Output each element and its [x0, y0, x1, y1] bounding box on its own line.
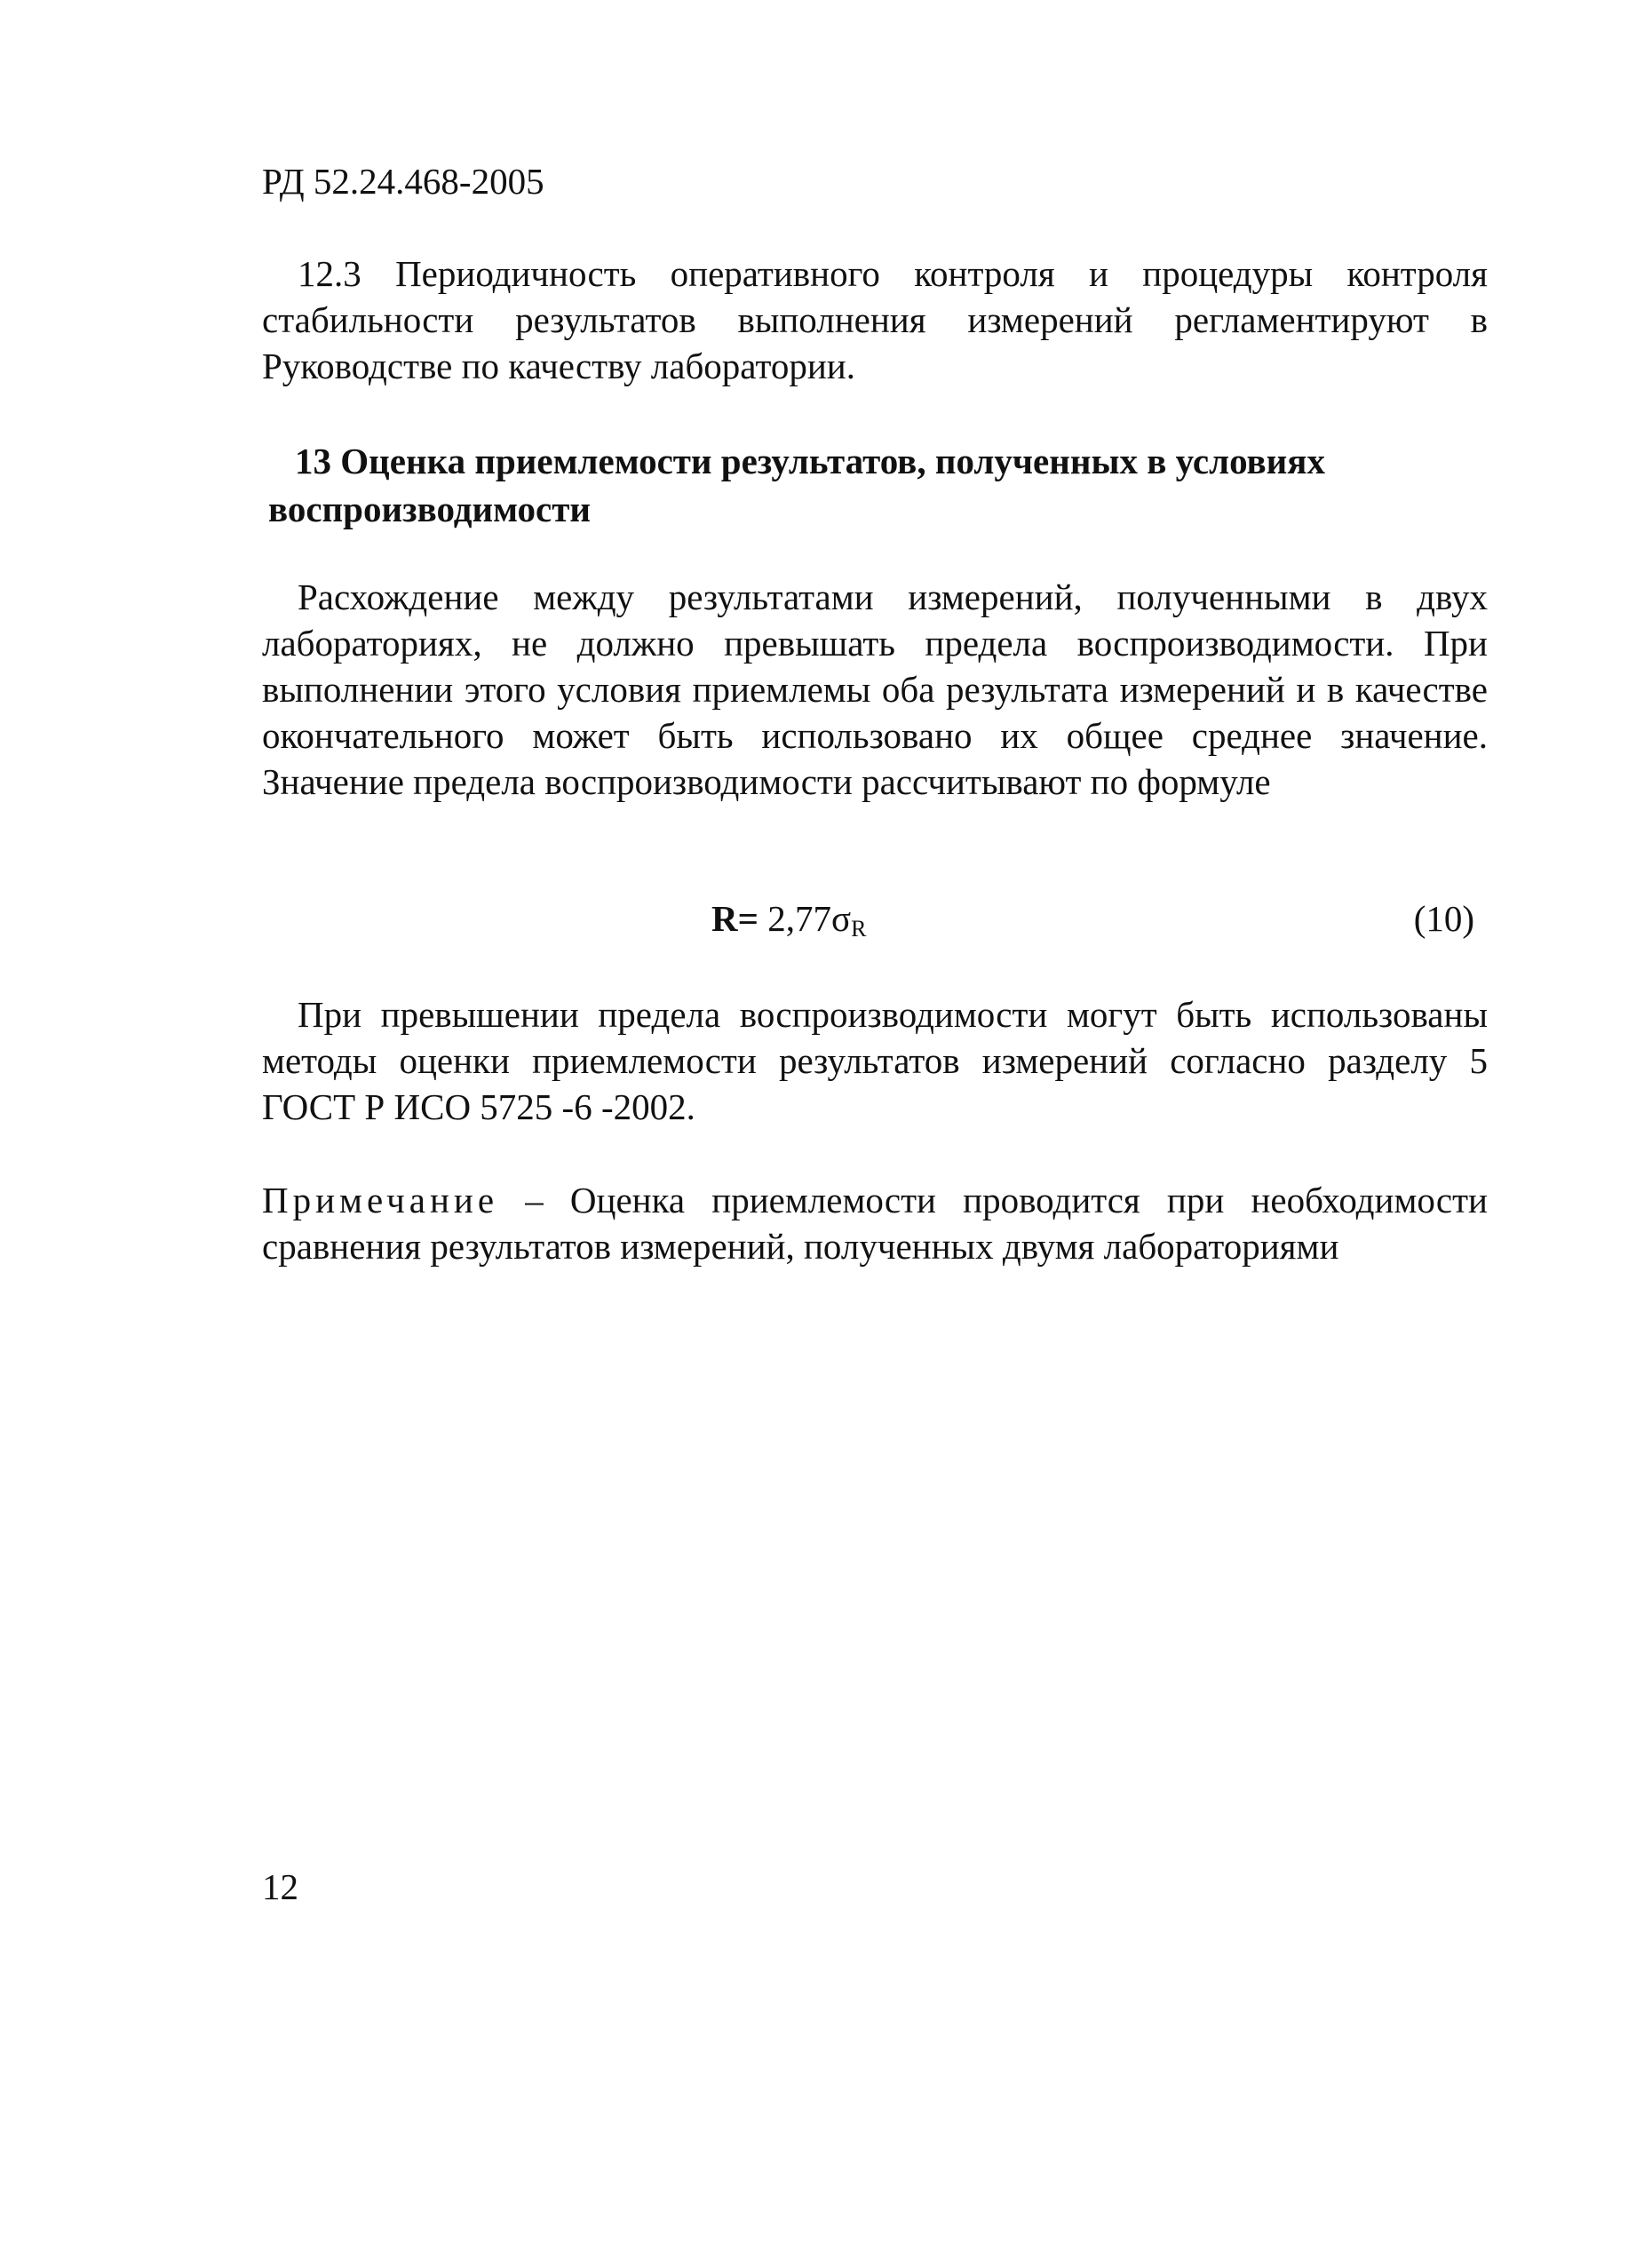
- formula-rhs: 2,77σ: [767, 898, 852, 939]
- note-label: Примечание: [262, 1180, 499, 1220]
- section-13-heading: 13 Оценка приемлемости результатов, полученных в условиях воспроизводимости: [268, 441, 1325, 529]
- formula-row: [262, 895, 1474, 943]
- document-code-header: РД 52.24.468-2005: [262, 161, 544, 202]
- formula-lhs: R=: [711, 898, 758, 939]
- paragraph-12-3: 12.3 Периодичность оперативного контроля и процедуры контроля стабильности результатов выполнения измерений регламентируют в Руководстве по качеству лаборатории.: [262, 253, 1488, 386]
- paragraph-reproducibility: Расхождение между результатами измерений, полученными в двух лабораториях, не должно превышать предела воспроизводимости. При выполнении этого условия приемлемы оба результата измерений и в качестве окончательного может быть использовано их общее среднее значение. Значение предела воспроизводимости рассчитывают по формуле: [262, 576, 1488, 802]
- page-number: 12: [262, 1866, 298, 1907]
- formula-subscript: R: [851, 916, 867, 942]
- note-text: – Оценка приемлемости проводится при необходимости сравнения результатов измерений, полученных двумя лабораториями: [262, 1180, 1488, 1267]
- note-paragraph: [262, 1177, 1488, 1269]
- equation-number: (10): [1413, 898, 1474, 939]
- reproducibility-formula: [711, 895, 866, 952]
- paragraph-exceeding-limit: При превышении предела воспроизводимости могут быть использованы методы оценки приемлемости результатов измерений согласно разделу 5 ГОСТ Р ИСО 5725 -6 -2002.: [262, 994, 1488, 1127]
